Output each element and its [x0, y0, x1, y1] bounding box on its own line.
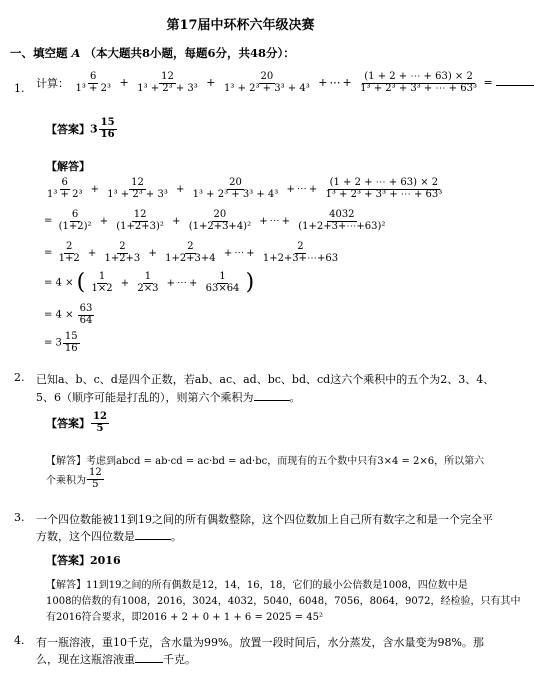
q1-sol-line-6: = 3 $\frac{15}{16}$: [44, 331, 78, 354]
q1-sol-line-3: = $\frac{2}{1+2}$ + $\frac{2}{1+2+3}$ + $\frac{2}{1+2+3+4}$ + ⋯ + $\frac{2}{1+2+3+\cdots+63}$: [44, 241, 339, 264]
section-note: （本大题共8小题，每题6分，共48分）：: [84, 46, 295, 60]
q4-answer-blank[interactable]: [135, 662, 163, 663]
q3-answer-blank[interactable]: [135, 539, 171, 540]
q4-line-2: 么，现在这瓶溶液重 千克。: [36, 653, 196, 666]
q1-sol-line-5: = 4 × $\frac{63}{64}$: [44, 303, 93, 326]
q2-number: 2.: [14, 371, 25, 384]
q1-frac-1: $\frac{6}{\text{1³ + 2³}}$: [75, 71, 111, 94]
q2-solution-line-2: 个乘积为 $\frac{12}{5}$: [46, 467, 102, 490]
q2-solution-line-1: 【解答】考虑到abcd = ab·cd = ac·bd = ad·bc，而现有的五个数中只有3×4 = 2×6，所以第六: [46, 456, 485, 467]
q3-answer: 【答案】2016: [46, 554, 121, 567]
q3-number: 3.: [14, 511, 25, 524]
q1-frac-2: $\frac{12}{\text{1³ + 2³ + 3³}}$: [137, 71, 198, 94]
section-header: [10, 45, 295, 61]
q1-answer: 【答案】3 $\frac{15}{16}$: [46, 117, 115, 140]
q1-frac-3: $\frac{20}{\text{1³ + 2³ + 3³ + 4³}}$: [224, 71, 310, 94]
q1-sol-line-2: = $\frac{6}{\text{(1+2)²}}$ + $\frac{12}{\text{(1+2+3)²}}$ + $\frac{20}{\text{(1+2+3+4)²}}$ + ⋯ + $\frac{4032}{\text{(1+2+3+⋯+63)²}}$: [44, 209, 386, 232]
q1-sol-line-1: $\frac{6}{\text{1³ + 2³}}$ + $\frac{12}{\text{1³ + 2³ + 3³}}$ + $\frac{20}{\text{1³ + 2³ + 3³ + 4³}}$ + ⋯ + $\frac{(1 + 2 + \cdots + 63) \times 2}{\text{1³ + 2³ + 3³ + ⋯ + 63³}}$: [47, 177, 443, 200]
q2-line-1: 已知a、b、c、d是四个正数，若ab、ac、ad、bc、bd、cd这六个乘积中的五个为2、3、4、: [36, 373, 495, 386]
q2-answer-blank[interactable]: [254, 400, 290, 401]
q4-line-1: 有一瓶溶液，重10千克，含水量为99%。放置一段时间后，水分蒸发，含水量变为98%。那: [36, 636, 484, 649]
q2-answer: 【答案】 $\frac{12}{5}$: [46, 411, 107, 434]
q1-frac-last: $\frac{(1 + 2 + \cdots + 63) \times 2}{\text{1³ + 2³ + 3³ + ⋯ + 63³}}$: [360, 71, 477, 94]
q1-sol-line-4: = 4 × ( $\frac{1}{1\times 2}$ + $\frac{1}{2\times 3}$ + ⋯ + $\frac{1}{63\times 64}$ ): [44, 270, 255, 295]
q1-number: 1.: [14, 82, 25, 95]
q3-solution-line-3: 有2016符合要求，即2016 + 2 + 0 + 1 + 6 = 2025 = 45²: [46, 612, 323, 623]
q4-number: 4.: [14, 634, 25, 647]
q1-solution-label: 【解答】: [46, 160, 90, 173]
q1-lead: 计算：: [36, 77, 69, 90]
q3-solution-line-1: 【解答】11到19之间的所有偶数是12，14，16，18，它们的最小公倍数是1008，四位数中是: [46, 580, 468, 591]
q1-answer-blank[interactable]: [496, 85, 534, 86]
q3-line-2: 方数，这个四位数是 。: [36, 530, 182, 543]
section-variant: A: [71, 46, 81, 60]
q3-line-1: 一个四位数能被11到19之间的所有偶数整除，这个四位数加上自己所有数字之和是一个完全平: [36, 513, 493, 526]
q2-line-2: 5、6（顺序可能是打乱的），则第六个乘积为 。: [36, 391, 301, 404]
q1-expression: 计算： $\frac{6}{\text{1³ + 2³}}$ + $\frac{12}{\text{1³ + 2³ + 3³}}$ + $\frac{20}{\text{1³ + 2³ + 3³ + 4³}}$ + ⋯ + $\frac{(1 + 2 + \cdots + 63) \times 2}{\text{1³ + 2³ + 3³ + ⋯ + 63³}}$ =: [36, 72, 534, 94]
q3-solution-line-2: 1008的倍数的有1008，2016，3024，4032，5040，6048，7056，8064，9072，经检验，只有其中: [46, 596, 521, 607]
page-title: 第17届中环杯六年级决赛: [166, 18, 315, 33]
section-label: 一、填空题: [10, 46, 68, 60]
